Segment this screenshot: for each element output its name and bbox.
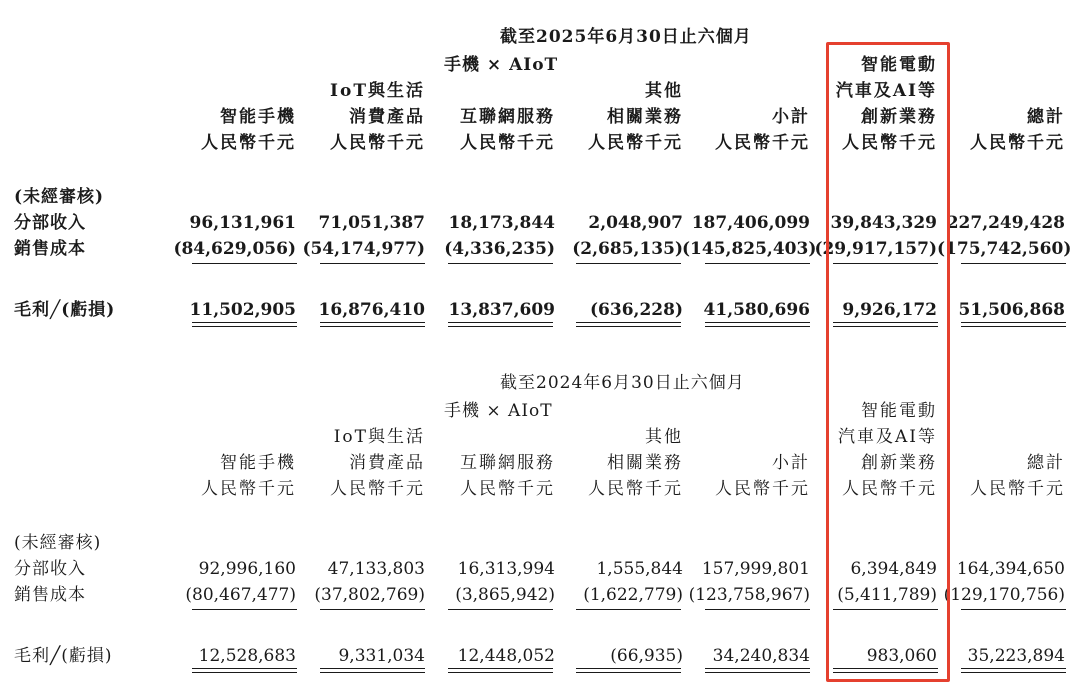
unaudited-label: (未經審核) bbox=[14, 533, 102, 553]
revenue-label: 分部收入 bbox=[14, 559, 86, 579]
column-header: 人民幣千元 bbox=[970, 133, 1065, 153]
column-header: IoT與生活 bbox=[333, 427, 425, 447]
cost-value: (145,825,403) bbox=[682, 239, 817, 259]
column-header: 智能手機 bbox=[220, 453, 296, 473]
column-header: 汽車及AI等 bbox=[835, 81, 937, 101]
revenue-value: 1,555,844 bbox=[596, 559, 683, 579]
subtotal-rule bbox=[705, 609, 810, 610]
cost-value: (54,174,977) bbox=[302, 239, 425, 259]
total-rule bbox=[705, 322, 810, 327]
profit-value: (636,228) bbox=[590, 300, 683, 320]
revenue-value: 2,048,907 bbox=[588, 213, 683, 233]
subtotal-rule bbox=[448, 609, 553, 610]
total-rule bbox=[320, 322, 425, 327]
column-header: 互聯網服務 bbox=[460, 453, 555, 473]
revenue-value: 16,313,994 bbox=[457, 559, 555, 579]
profit-value: 16,876,410 bbox=[318, 300, 425, 320]
column-header: 互聯網服務 bbox=[460, 107, 555, 127]
profit-label: 毛利╱(虧損) bbox=[14, 300, 116, 320]
subtotal-rule bbox=[705, 263, 810, 264]
profit-value: 9,926,172 bbox=[842, 300, 937, 320]
column-header: 其他 bbox=[645, 81, 683, 101]
column-header: 人民幣千元 bbox=[842, 133, 937, 153]
column-header: 人民幣千元 bbox=[970, 479, 1065, 499]
profit-value: 41,580,696 bbox=[703, 300, 810, 320]
column-header: 小計 bbox=[772, 107, 810, 127]
revenue-value: 92,996,160 bbox=[198, 559, 296, 579]
profit-value: 983,060 bbox=[866, 646, 937, 666]
column-header: 人民幣千元 bbox=[460, 133, 555, 153]
revenue-value: 71,051,387 bbox=[318, 213, 425, 233]
revenue-value: 187,406,099 bbox=[691, 213, 810, 233]
column-header: 人民幣千元 bbox=[330, 133, 425, 153]
column-header: IoT與生活 bbox=[330, 81, 425, 101]
cost-value: (3,865,942) bbox=[455, 585, 555, 605]
revenue-value: 6,394,849 bbox=[850, 559, 937, 579]
profit-value: 34,240,834 bbox=[712, 646, 810, 666]
group-header: 手機 × AIoT bbox=[444, 55, 559, 75]
profit-value: 35,223,894 bbox=[967, 646, 1065, 666]
revenue-value: 96,131,961 bbox=[189, 213, 296, 233]
column-header: 小計 bbox=[772, 453, 810, 473]
profit-value: 11,502,905 bbox=[189, 300, 296, 320]
column-header: 消費產品 bbox=[349, 453, 425, 473]
profit-value: 51,506,868 bbox=[958, 300, 1065, 320]
column-header: 創新業務 bbox=[861, 453, 937, 473]
column-header: 人民幣千元 bbox=[588, 133, 683, 153]
column-header: 人民幣千元 bbox=[201, 479, 296, 499]
cost-label: 銷售成本 bbox=[14, 585, 86, 605]
total-rule bbox=[448, 668, 553, 673]
subtotal-rule bbox=[320, 263, 425, 264]
total-rule bbox=[576, 322, 681, 327]
group-header: 手機 × AIoT bbox=[444, 401, 553, 421]
profit-label: 毛利╱(虧損) bbox=[14, 646, 113, 666]
column-header: 創新業務 bbox=[861, 107, 937, 127]
cost-value: (37,802,769) bbox=[314, 585, 425, 605]
period-header: 截至2025年6月30日止六個月 bbox=[500, 27, 752, 47]
cost-label: 銷售成本 bbox=[14, 239, 86, 259]
subtotal-rule bbox=[576, 263, 681, 264]
cost-value: (5,411,789) bbox=[837, 585, 937, 605]
revenue-value: 39,843,329 bbox=[830, 213, 937, 233]
subtotal-rule bbox=[961, 263, 1066, 264]
column-header: 消費產品 bbox=[349, 107, 425, 127]
subtotal-rule bbox=[576, 609, 681, 610]
profit-value: 12,528,683 bbox=[198, 646, 296, 666]
column-header: 人民幣千元 bbox=[715, 479, 810, 499]
cost-value: (2,685,135) bbox=[572, 239, 683, 259]
column-header: 相關業務 bbox=[607, 107, 683, 127]
total-rule bbox=[192, 322, 297, 327]
cost-value: (175,742,560) bbox=[937, 239, 1072, 259]
subtotal-rule bbox=[448, 263, 553, 264]
total-rule bbox=[961, 668, 1066, 673]
total-rule bbox=[576, 668, 681, 673]
cost-value: (123,758,967) bbox=[688, 585, 810, 605]
revenue-value: 47,133,803 bbox=[327, 559, 425, 579]
cost-value: (4,336,235) bbox=[444, 239, 555, 259]
subtotal-rule bbox=[320, 609, 425, 610]
column-header: 其他 bbox=[645, 427, 683, 447]
column-header: 人民幣千元 bbox=[715, 133, 810, 153]
column-header: 智能電動 bbox=[861, 401, 937, 421]
column-header: 智能手機 bbox=[220, 107, 296, 127]
column-header: 人民幣千元 bbox=[842, 479, 937, 499]
profit-value: 9,331,034 bbox=[338, 646, 425, 666]
cost-value: (80,467,477) bbox=[185, 585, 296, 605]
total-rule bbox=[448, 322, 553, 327]
subtotal-rule bbox=[961, 609, 1066, 610]
cost-value: (29,917,157) bbox=[814, 239, 937, 259]
unaudited-label: (未經審核) bbox=[14, 187, 105, 207]
column-header: 人民幣千元 bbox=[330, 479, 425, 499]
revenue-value: 164,394,650 bbox=[956, 559, 1065, 579]
column-header: 總計 bbox=[1027, 453, 1065, 473]
highlight-box bbox=[826, 42, 950, 682]
subtotal-rule bbox=[192, 609, 297, 610]
total-rule bbox=[961, 322, 1066, 327]
profit-value: (66,935) bbox=[610, 646, 683, 666]
revenue-value: 157,999,801 bbox=[701, 559, 810, 579]
profit-value: 13,837,609 bbox=[448, 300, 555, 320]
total-rule bbox=[705, 668, 810, 673]
subtotal-rule bbox=[192, 263, 297, 264]
period-header: 截至2024年6月30日止六個月 bbox=[500, 373, 745, 393]
column-header: 人民幣千元 bbox=[460, 479, 555, 499]
revenue-label: 分部收入 bbox=[14, 213, 86, 233]
profit-value: 12,448,052 bbox=[457, 646, 555, 666]
column-header: 人民幣千元 bbox=[201, 133, 296, 153]
cost-value: (1,622,779) bbox=[583, 585, 683, 605]
column-header: 相關業務 bbox=[607, 453, 683, 473]
column-header: 智能電動 bbox=[861, 55, 937, 75]
total-rule bbox=[192, 668, 297, 673]
column-header: 汽車及AI等 bbox=[838, 427, 937, 447]
cost-value: (84,629,056) bbox=[173, 239, 296, 259]
total-rule bbox=[320, 668, 425, 673]
column-header: 總計 bbox=[1027, 107, 1065, 127]
cost-value: (129,170,756) bbox=[943, 585, 1065, 605]
revenue-value: 18,173,844 bbox=[448, 213, 555, 233]
revenue-value: 227,249,428 bbox=[946, 213, 1065, 233]
column-header: 人民幣千元 bbox=[588, 479, 683, 499]
